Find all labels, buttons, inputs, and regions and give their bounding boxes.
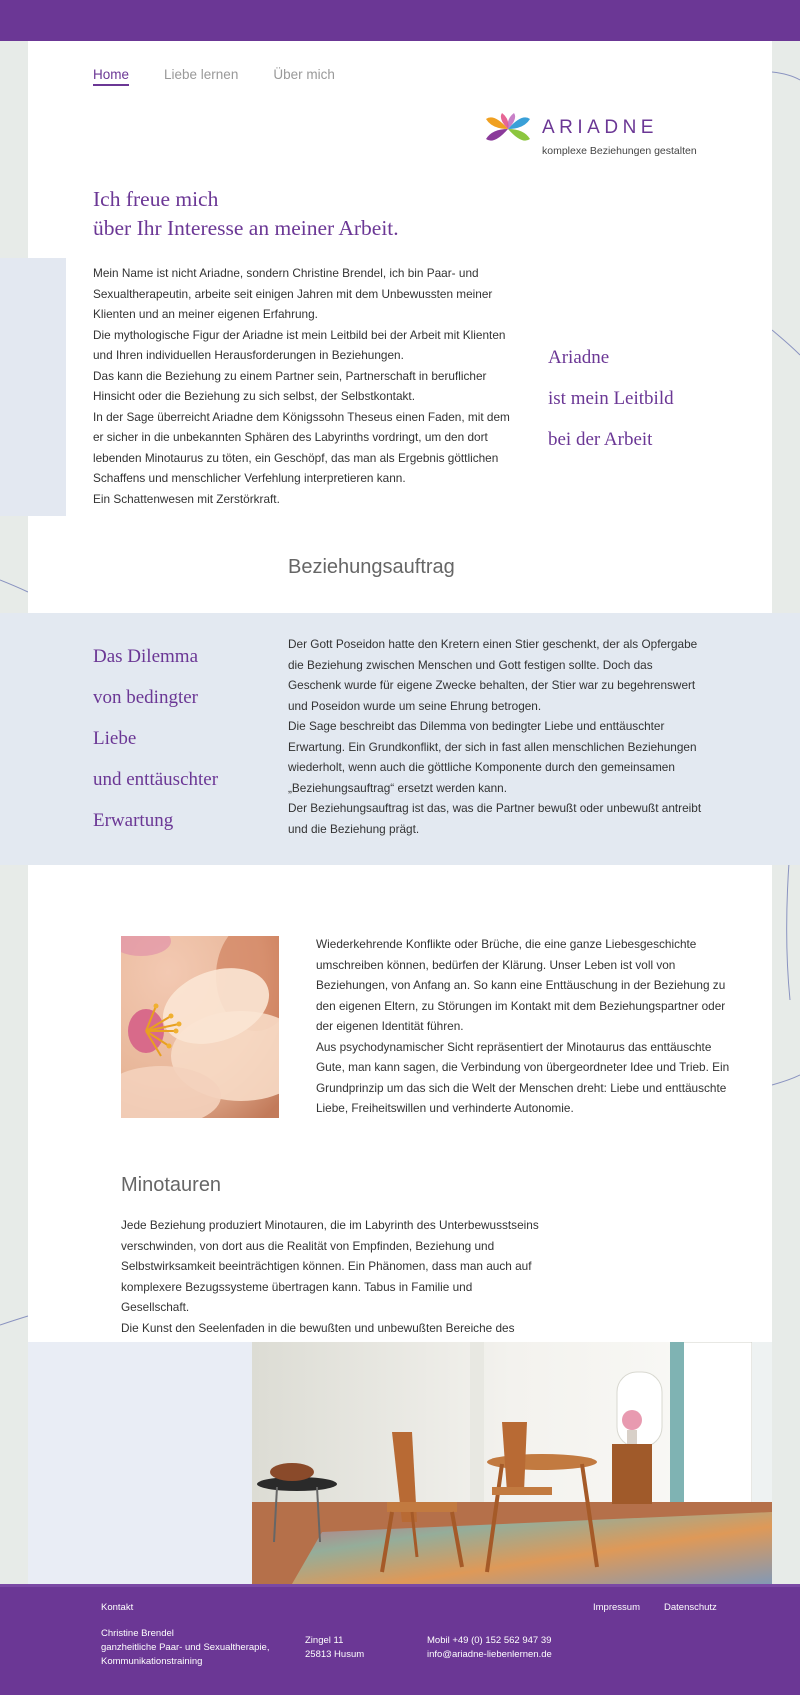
konflikte-text <box>316 934 736 1119</box>
photo-band-panel <box>28 1342 252 1584</box>
dilemma-quote <box>93 636 218 841</box>
footer-profession: ganzheitliche Paar- und Sexualtherapie, <box>101 1642 270 1653</box>
konflikte-paragraph: Wiederkehrende Konflikte oder Brüche, die eine ganze Liebesgeschichte umschreiben können, bedürfen der Klärung. Unser Leben ist voll von Beziehungen, von Anfang an. So kann eine Enttäuschung in der Beziehung zu den eigenen Eltern, zu Störungen im Kontakt mit dem Beziehungspartner oder der eigenen Identität führen. <box>316 937 726 1033</box>
konflikte-paragraph: Aus psychodynamischer Sicht repräsentiert der Minotaurus das enttäuschte Gute, man kann sagen, die Verbindung von übergeordneter Idee und Trieb. Ein Grundprinzip um das sich die Welt der Menschen dreht: Liebe und enttäuschte Liebe, Freiheitswillen und verhinderte Autonomie. <box>316 1039 730 1115</box>
page-title-line1: Ich freue mich <box>93 187 219 211</box>
intro-paragraph: Die mythologische Figur der Ariadne ist mein Leitbild bei der Arbeit mit Klienten und Ihren individuellen Herausforderungen in Beziehungen. <box>93 327 506 362</box>
intro-paragraph: Mein Name ist nicht Ariadne, sondern Christine Brendel, ich bin Paar- und Sexualtherapeutin, arbeite seit einigen Jahren mit dem Unbewussten meiner Klienten und an meiner eigenen Erfahrung. <box>93 266 493 321</box>
room-illustration <box>252 1342 772 1584</box>
leitbild-quote <box>548 337 674 460</box>
nav-item-ueber-mich[interactable]: Über mich <box>273 67 335 82</box>
auftrag-paragraph: Die Sage beschreibt das Dilemma von bedingter Liebe und enttäuschter Erwartung. Ein Grundkonflikt, der sich in fast allen menschlichen Beziehungen wiederholt, wenn auch die göttliche Komponente durch den gemeinsamen „Beziehungsauftrag“ ersetzt werden kann. <box>288 719 697 795</box>
page-title-line2: über Ihr Interesse an meiner Arbeit. <box>93 216 399 240</box>
footer-phone: Mobil +49 (0) 152 562 947 39 <box>427 1635 552 1646</box>
minotauren-paragraph: Jede Beziehung produziert Minotauren, die im Labyrinth des Unterbewusstseins verschwinden, von dort aus die Realität von Empfinden, Beziehung und Selbstwirksamkeit beeinträchtigen können. Ein Phänomen, dass man auch auf komplexere Bezugssysteme übertragen kann. Tabus in Familie und Gesellschaft. <box>121 1218 539 1314</box>
intro-paragraph: Das kann die Beziehung zu einem Partner sein, Partnerschaft in beruflicher Hinsicht oder die Beziehung zu sich selbst, der Selbstkontakt. <box>93 368 487 403</box>
beziehungsauftrag-heading: Beziehungsauftrag <box>288 556 455 578</box>
flower-illustration <box>121 936 279 1118</box>
dilemma-quote-line: von bedingter <box>93 687 199 708</box>
footer-profession: Kommunikationstraining <box>101 1656 203 1667</box>
footer <box>0 1584 800 1695</box>
main-nav <box>93 67 335 86</box>
flower-image <box>121 936 279 1118</box>
intro-text <box>93 263 513 509</box>
footer-impressum-link[interactable]: Impressum <box>593 1602 640 1613</box>
nav-item-home[interactable]: Home <box>93 67 129 86</box>
intro-paragraph: Ein Schattenwesen mit Zerstörkraft. <box>93 491 280 506</box>
intro-paragraph: In der Sage überreicht Ariadne dem Königssohn Theseus einen Faden, mit dem er sicher in die unbekannten Sphären des Labyrinths vordringt, um den dort lebenden Minotaurus zu töten, ein Geschöpf, das man als Ergebnis göttlichen Schaffens und menschlicher Verfehlung interpretieren kann. <box>93 409 510 485</box>
auftrag-paragraph: Der Gott Poseidon hatte den Kretern einen Stier geschenkt, der als Opfergabe die Beziehung zwischen Menschen und Gott festigen sollte. Doch das Geschenk wurde für eigene Zwecke behalten, der Stier war zu begehrenswert und Poseidon wurde um seine Ehrung betrogen. <box>288 637 698 713</box>
auftrag-paragraph: Der Beziehungsauftrag ist das, was die Partner bewußt oder unbewußt antreibt und die Beziehung prägt. <box>288 801 702 836</box>
decorative-panel <box>0 258 66 516</box>
dilemma-quote-line: Das Dilemma <box>93 646 199 667</box>
dilemma-quote-line: Erwartung <box>93 810 174 831</box>
ariadne-logo[interactable] <box>484 111 714 161</box>
leitbild-quote-line: Ariadne <box>548 347 610 368</box>
dilemma-quote-line: und enttäuschter <box>93 769 219 790</box>
footer-name: Christine Brendel <box>101 1628 174 1639</box>
footer-datenschutz-link[interactable]: Datenschutz <box>664 1602 717 1613</box>
beziehungsauftrag-text <box>288 634 708 839</box>
leitbild-quote-line: bei der Arbeit <box>548 429 653 450</box>
footer-address <box>305 1634 364 1662</box>
ariadne-logo-icon <box>484 111 532 147</box>
footer-contact-info <box>427 1634 552 1662</box>
minotauren-paragraph: Die Kunst den Seelenfaden in die bewußten und unbewußten Bereiche des <box>121 1320 515 1335</box>
footer-kontakt-link[interactable]: Kontakt <box>101 1602 134 1613</box>
page-title <box>93 185 399 243</box>
room-photo <box>252 1342 772 1584</box>
minotauren-heading: Minotauren <box>121 1174 222 1196</box>
footer-contact-name <box>101 1627 269 1669</box>
nav-item-liebe-lernen[interactable]: Liebe lernen <box>164 67 239 82</box>
logo-tagline: komplexe Beziehungen gestalten <box>542 145 697 157</box>
footer-email-link[interactable]: info@ariadne-liebenlernen.de <box>427 1649 552 1660</box>
footer-street: Zingel 11 <box>305 1635 344 1646</box>
dilemma-quote-line: Liebe <box>93 728 137 749</box>
footer-city: 25813 Husum <box>305 1649 365 1660</box>
logo-name: ARIADNE <box>542 117 658 138</box>
leitbild-quote-line: ist mein Leitbild <box>548 388 674 409</box>
